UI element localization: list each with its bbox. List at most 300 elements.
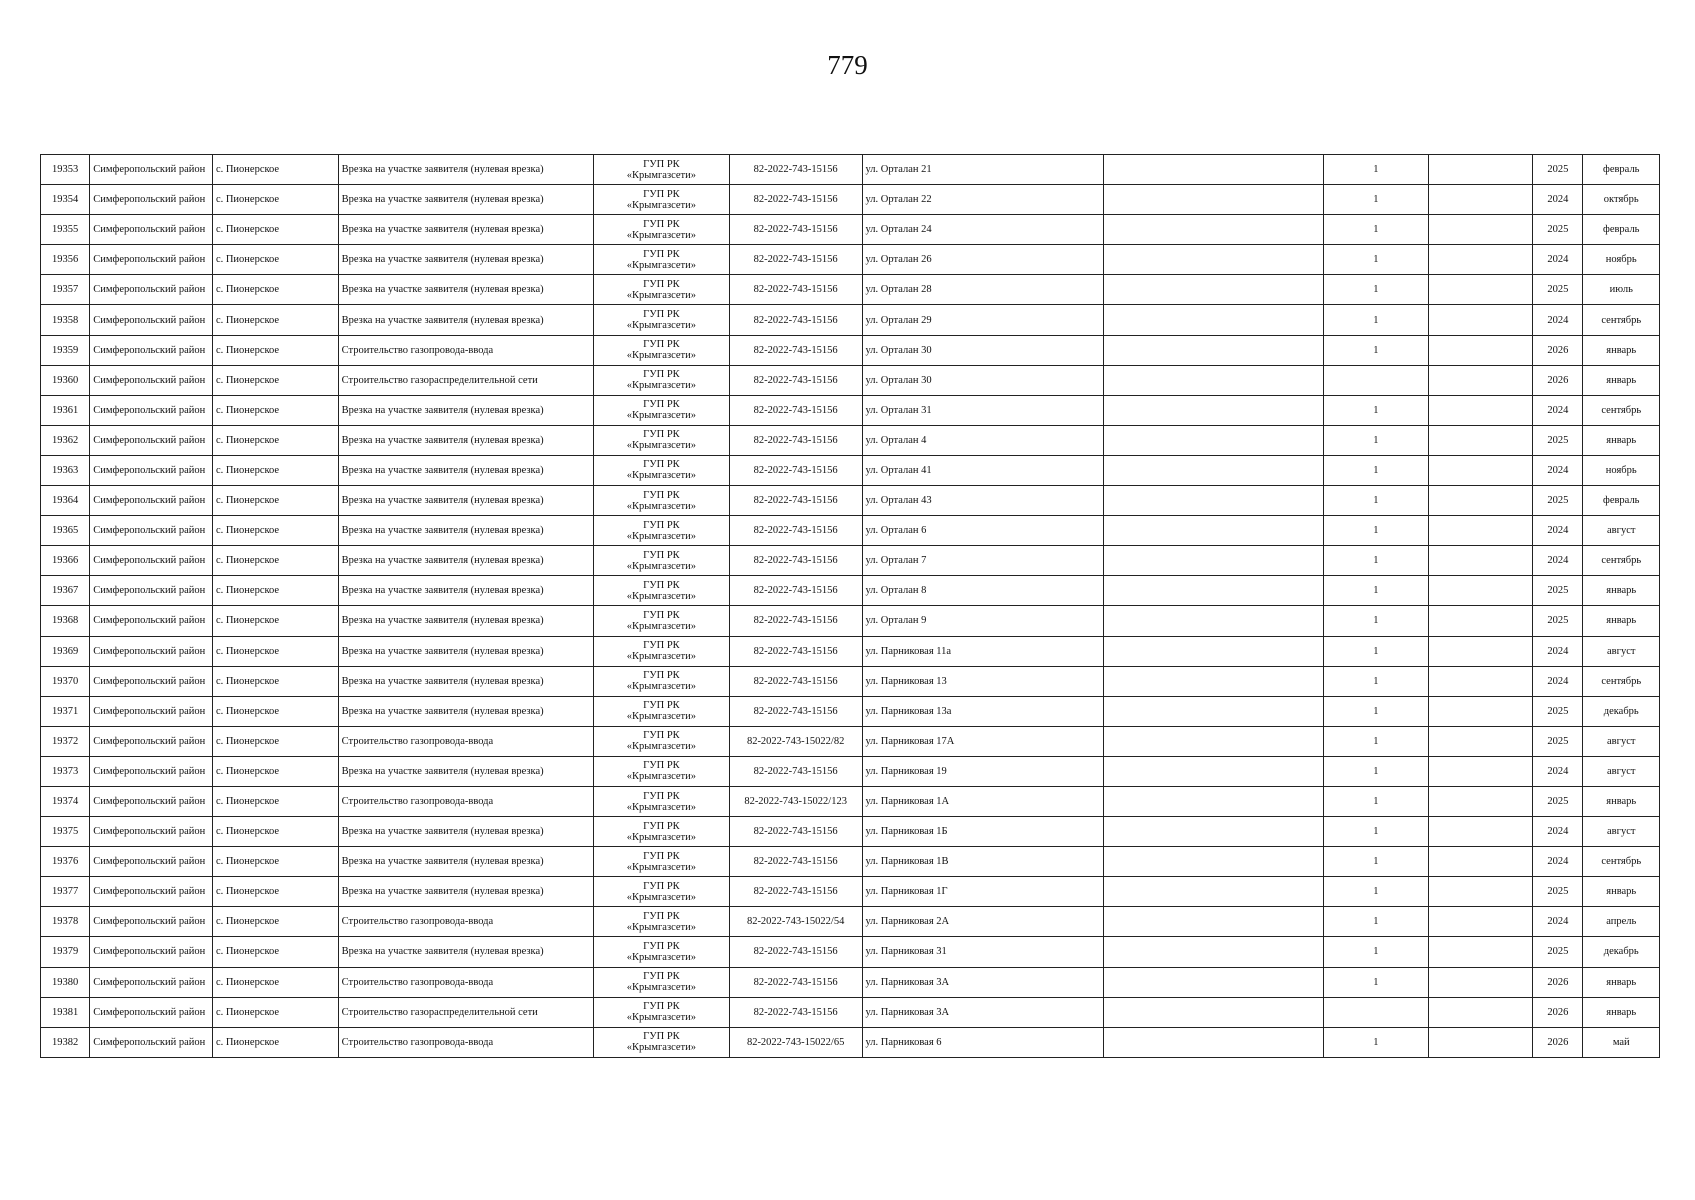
table-row: [41, 726, 1660, 756]
organization-brand: «Крымгазсети»: [626, 771, 697, 783]
organization-name: ГУП РК: [643, 309, 680, 321]
address-cell: ул. Орталан 6: [862, 516, 1103, 546]
count-cell: 1: [1324, 636, 1429, 666]
work-type-cell: Врезка на участке заявителя (нулевая врезка): [338, 636, 593, 666]
count-cell: 1: [1324, 395, 1429, 425]
year-cell: 2024: [1533, 185, 1583, 215]
count-cell: 1: [1324, 786, 1429, 816]
organization-cell: [594, 185, 730, 215]
blank-cell: [1103, 215, 1323, 245]
organization-name: ГУП РК: [643, 248, 680, 260]
count-cell: 1: [1324, 907, 1429, 937]
address-cell: ул. Парниковая 11а: [862, 636, 1103, 666]
table-row: [41, 606, 1660, 636]
count-cell: 1: [1324, 817, 1429, 847]
count-cell: 1: [1324, 576, 1429, 606]
blank-cell: [1103, 786, 1323, 816]
organization-cell: [594, 847, 730, 877]
address-cell: ул. Парниковая 3А: [862, 967, 1103, 997]
locality-cell: с. Пионерское: [212, 305, 338, 335]
organization-name: ГУП РК: [643, 188, 680, 200]
registry-code-cell: 82-2022-743-15156: [729, 997, 862, 1027]
registry-code-cell: 82-2022-743-15156: [729, 606, 862, 636]
count-cell: 1: [1324, 455, 1429, 485]
year-cell: 2024: [1533, 666, 1583, 696]
organization-brand: «Крымгазсети»: [626, 440, 697, 452]
year-cell: 2025: [1533, 486, 1583, 516]
count-cell: 1: [1324, 937, 1429, 967]
address-cell: ул. Орталан 21: [862, 155, 1103, 185]
table-row: [41, 425, 1660, 455]
organization-name: ГУП РК: [643, 218, 680, 230]
locality-cell: с. Пионерское: [212, 455, 338, 485]
blank-cell: [1428, 666, 1533, 696]
organization-name: ГУП РК: [643, 850, 680, 862]
organization-cell: [594, 395, 730, 425]
row-number: 19375: [41, 817, 90, 847]
organization-brand: «Крымгазсети»: [626, 982, 697, 994]
row-number: 19382: [41, 1027, 90, 1057]
blank-cell: [1103, 455, 1323, 485]
blank-cell: [1103, 817, 1323, 847]
work-type-cell: Врезка на участке заявителя (нулевая врезка): [338, 455, 593, 485]
address-cell: ул. Парниковая 17А: [862, 726, 1103, 756]
blank-cell: [1428, 305, 1533, 335]
locality-cell: с. Пионерское: [212, 365, 338, 395]
registry-code-cell: 82-2022-743-15156: [729, 576, 862, 606]
locality-cell: с. Пионерское: [212, 215, 338, 245]
blank-cell: [1103, 636, 1323, 666]
blank-cell: [1103, 696, 1323, 726]
count-cell: [1324, 997, 1429, 1027]
year-cell: 2024: [1533, 847, 1583, 877]
district-cell: Симферопольский район: [90, 877, 213, 907]
organization-cell: [594, 1027, 730, 1057]
month-cell: февраль: [1583, 215, 1660, 245]
count-cell: 1: [1324, 666, 1429, 696]
row-number: 19373: [41, 756, 90, 786]
registry-code-cell: 82-2022-743-15156: [729, 817, 862, 847]
organization-name: ГУП РК: [643, 399, 680, 411]
count-cell: 1: [1324, 696, 1429, 726]
organization-name: ГУП РК: [643, 790, 680, 802]
organization-cell: [594, 365, 730, 395]
organization-name: ГУП РК: [643, 910, 680, 922]
registry-code-cell: 82-2022-743-15156: [729, 425, 862, 455]
locality-cell: с. Пионерское: [212, 907, 338, 937]
locality-cell: с. Пионерское: [212, 817, 338, 847]
locality-cell: с. Пионерское: [212, 786, 338, 816]
registry-code-cell: 82-2022-743-15156: [729, 516, 862, 546]
organization-cell: [594, 726, 730, 756]
count-cell: 1: [1324, 726, 1429, 756]
address-cell: ул. Орталан 31: [862, 395, 1103, 425]
organization-cell: [594, 516, 730, 546]
table-row: [41, 636, 1660, 666]
row-number: 19362: [41, 425, 90, 455]
work-type-cell: Врезка на участке заявителя (нулевая врезка): [338, 486, 593, 516]
blank-cell: [1428, 786, 1533, 816]
district-cell: Симферопольский район: [90, 245, 213, 275]
month-cell: август: [1583, 516, 1660, 546]
organization-name: ГУП РК: [643, 760, 680, 772]
count-cell: 1: [1324, 877, 1429, 907]
locality-cell: с. Пионерское: [212, 877, 338, 907]
work-type-cell: Врезка на участке заявителя (нулевая врезка): [338, 425, 593, 455]
table-row: [41, 245, 1660, 275]
row-number: 19353: [41, 155, 90, 185]
registry-code-cell: 82-2022-743-15156: [729, 305, 862, 335]
organization-name: ГУП РК: [643, 971, 680, 983]
address-cell: ул. Орталан 4: [862, 425, 1103, 455]
district-cell: Симферопольский район: [90, 546, 213, 576]
work-type-cell: Врезка на участке заявителя (нулевая врезка): [338, 215, 593, 245]
organization-brand: «Крымгазсети»: [626, 289, 697, 301]
organization-name: ГУП РК: [643, 700, 680, 712]
organization-brand: «Крымгазсети»: [626, 560, 697, 572]
table-row: [41, 275, 1660, 305]
organization-name: ГУП РК: [643, 429, 680, 441]
blank-cell: [1428, 245, 1533, 275]
address-cell: ул. Орталан 30: [862, 365, 1103, 395]
locality-cell: с. Пионерское: [212, 696, 338, 726]
organization-brand: «Крымгазсети»: [626, 951, 697, 963]
year-cell: 2026: [1533, 1027, 1583, 1057]
blank-cell: [1103, 305, 1323, 335]
registry-code-cell: 82-2022-743-15022/65: [729, 1027, 862, 1057]
registry-code-cell: 82-2022-743-15156: [729, 546, 862, 576]
year-cell: 2024: [1533, 546, 1583, 576]
blank-cell: [1428, 937, 1533, 967]
blank-cell: [1428, 275, 1533, 305]
organization-brand: «Крымгазсети»: [626, 891, 697, 903]
organization-brand: «Крымгазсети»: [626, 1012, 697, 1024]
district-cell: Симферопольский район: [90, 666, 213, 696]
registry-code-cell: 82-2022-743-15156: [729, 877, 862, 907]
registry-code-cell: 82-2022-743-15156: [729, 486, 862, 516]
year-cell: 2025: [1533, 877, 1583, 907]
count-cell: [1324, 365, 1429, 395]
blank-cell: [1428, 546, 1533, 576]
blank-cell: [1103, 576, 1323, 606]
blank-cell: [1103, 907, 1323, 937]
blank-cell: [1103, 877, 1323, 907]
organization-brand: «Крымгазсети»: [626, 681, 697, 693]
locality-cell: с. Пионерское: [212, 395, 338, 425]
table-row: [41, 215, 1660, 245]
blank-cell: [1103, 967, 1323, 997]
year-cell: 2025: [1533, 215, 1583, 245]
year-cell: 2026: [1533, 997, 1583, 1027]
organization-brand: «Крымгазсети»: [626, 380, 697, 392]
registry-code-cell: 82-2022-743-15022/123: [729, 786, 862, 816]
address-cell: ул. Орталан 8: [862, 576, 1103, 606]
district-cell: Симферопольский район: [90, 395, 213, 425]
blank-cell: [1428, 636, 1533, 666]
district-cell: Симферопольский район: [90, 275, 213, 305]
month-cell: январь: [1583, 606, 1660, 636]
table-row: [41, 817, 1660, 847]
table-row: [41, 335, 1660, 365]
registry-code-cell: 82-2022-743-15156: [729, 245, 862, 275]
organization-name: ГУП РК: [643, 339, 680, 351]
address-cell: ул. Орталан 43: [862, 486, 1103, 516]
registry-code-cell: 82-2022-743-15156: [729, 395, 862, 425]
organization-cell: [594, 606, 730, 636]
year-cell: 2025: [1533, 576, 1583, 606]
address-cell: ул. Парниковая 3А: [862, 997, 1103, 1027]
month-cell: октябрь: [1583, 185, 1660, 215]
table-row: [41, 756, 1660, 786]
month-cell: сентябрь: [1583, 305, 1660, 335]
month-cell: сентябрь: [1583, 847, 1660, 877]
work-type-cell: Врезка на участке заявителя (нулевая врезка): [338, 275, 593, 305]
registry-code-cell: 82-2022-743-15156: [729, 696, 862, 726]
registry-code-cell: 82-2022-743-15156: [729, 155, 862, 185]
work-type-cell: Врезка на участке заявителя (нулевая врезка): [338, 305, 593, 335]
district-cell: Симферопольский район: [90, 516, 213, 546]
work-type-cell: Строительство газопровода-ввода: [338, 1027, 593, 1057]
year-cell: 2024: [1533, 817, 1583, 847]
district-cell: Симферопольский район: [90, 215, 213, 245]
table-row: [41, 847, 1660, 877]
organization-name: ГУП РК: [643, 369, 680, 381]
organization-brand: «Крымгазсети»: [626, 620, 697, 632]
blank-cell: [1428, 576, 1533, 606]
organization-name: ГУП РК: [643, 730, 680, 742]
organization-cell: [594, 817, 730, 847]
organization-cell: [594, 967, 730, 997]
work-type-cell: Врезка на участке заявителя (нулевая врезка): [338, 185, 593, 215]
locality-cell: с. Пионерское: [212, 756, 338, 786]
blank-cell: [1428, 365, 1533, 395]
row-number: 19356: [41, 245, 90, 275]
month-cell: январь: [1583, 335, 1660, 365]
address-cell: ул. Парниковая 2А: [862, 907, 1103, 937]
organization-name: ГУП РК: [643, 278, 680, 290]
locality-cell: с. Пионерское: [212, 847, 338, 877]
month-cell: февраль: [1583, 155, 1660, 185]
blank-cell: [1103, 937, 1323, 967]
blank-cell: [1428, 486, 1533, 516]
organization-brand: «Крымгазсети»: [626, 711, 697, 723]
month-cell: ноябрь: [1583, 455, 1660, 485]
organization-name: ГУП РК: [643, 519, 680, 531]
organization-cell: [594, 486, 730, 516]
count-cell: 1: [1324, 606, 1429, 636]
address-cell: ул. Орталан 26: [862, 245, 1103, 275]
work-type-cell: Врезка на участке заявителя (нулевая врезка): [338, 847, 593, 877]
month-cell: январь: [1583, 786, 1660, 816]
work-type-cell: Строительство газораспределительной сети: [338, 997, 593, 1027]
blank-cell: [1103, 847, 1323, 877]
address-cell: ул. Парниковая 6: [862, 1027, 1103, 1057]
blank-cell: [1103, 185, 1323, 215]
work-type-cell: Врезка на участке заявителя (нулевая врезка): [338, 576, 593, 606]
row-number: 19369: [41, 636, 90, 666]
month-cell: ноябрь: [1583, 245, 1660, 275]
month-cell: сентябрь: [1583, 395, 1660, 425]
organization-name: ГУП РК: [643, 609, 680, 621]
month-cell: август: [1583, 756, 1660, 786]
blank-cell: [1428, 1027, 1533, 1057]
organization-cell: [594, 546, 730, 576]
month-cell: январь: [1583, 425, 1660, 455]
address-cell: ул. Парниковая 19: [862, 756, 1103, 786]
month-cell: июль: [1583, 275, 1660, 305]
blank-cell: [1103, 997, 1323, 1027]
address-cell: ул. Орталан 29: [862, 305, 1103, 335]
year-cell: 2025: [1533, 696, 1583, 726]
work-type-cell: Врезка на участке заявителя (нулевая врезка): [338, 516, 593, 546]
gas-connection-table: [40, 154, 1660, 1058]
work-type-cell: Врезка на участке заявителя (нулевая врезка): [338, 937, 593, 967]
organization-name: ГУП РК: [643, 940, 680, 952]
district-cell: Симферопольский район: [90, 365, 213, 395]
month-cell: декабрь: [1583, 696, 1660, 726]
registry-code-cell: 82-2022-743-15156: [729, 275, 862, 305]
district-cell: Симферопольский район: [90, 907, 213, 937]
organization-brand: «Крымгазсети»: [626, 861, 697, 873]
year-cell: 2025: [1533, 155, 1583, 185]
organization-cell: [594, 937, 730, 967]
table-row: [41, 576, 1660, 606]
organization-cell: [594, 786, 730, 816]
registry-code-cell: 82-2022-743-15156: [729, 967, 862, 997]
blank-cell: [1428, 395, 1533, 425]
locality-cell: с. Пионерское: [212, 275, 338, 305]
organization-name: ГУП РК: [643, 820, 680, 832]
address-cell: ул. Орталан 24: [862, 215, 1103, 245]
table-row: [41, 696, 1660, 726]
count-cell: 1: [1324, 215, 1429, 245]
blank-cell: [1103, 726, 1323, 756]
organization-brand: «Крымгазсети»: [626, 410, 697, 422]
table-row: [41, 516, 1660, 546]
locality-cell: с. Пионерское: [212, 486, 338, 516]
address-cell: ул. Парниковая 1В: [862, 847, 1103, 877]
locality-cell: с. Пионерское: [212, 967, 338, 997]
row-number: 19367: [41, 576, 90, 606]
table-row: [41, 877, 1660, 907]
locality-cell: с. Пионерское: [212, 516, 338, 546]
table-row: [41, 786, 1660, 816]
row-number: 19380: [41, 967, 90, 997]
district-cell: Симферопольский район: [90, 1027, 213, 1057]
month-cell: сентябрь: [1583, 546, 1660, 576]
work-type-cell: Врезка на участке заявителя (нулевая врезка): [338, 696, 593, 726]
blank-cell: [1428, 215, 1533, 245]
work-type-cell: Врезка на участке заявителя (нулевая врезка): [338, 245, 593, 275]
row-number: 19365: [41, 516, 90, 546]
locality-cell: с. Пионерское: [212, 1027, 338, 1057]
count-cell: 1: [1324, 847, 1429, 877]
count-cell: 1: [1324, 335, 1429, 365]
page-number: 779: [827, 50, 868, 80]
table-row: [41, 997, 1660, 1027]
blank-cell: [1428, 967, 1533, 997]
count-cell: 1: [1324, 185, 1429, 215]
blank-cell: [1428, 425, 1533, 455]
row-number: 19359: [41, 335, 90, 365]
address-cell: ул. Парниковая 13а: [862, 696, 1103, 726]
district-cell: Симферопольский район: [90, 455, 213, 485]
blank-cell: [1428, 185, 1533, 215]
work-type-cell: Строительство газопровода-ввода: [338, 786, 593, 816]
work-type-cell: Врезка на участке заявителя (нулевая врезка): [338, 395, 593, 425]
address-cell: ул. Орталан 22: [862, 185, 1103, 215]
table-row: [41, 1027, 1660, 1057]
row-number: 19374: [41, 786, 90, 816]
table-row: [41, 907, 1660, 937]
locality-cell: с. Пионерское: [212, 245, 338, 275]
count-cell: 1: [1324, 756, 1429, 786]
count-cell: 1: [1324, 425, 1429, 455]
work-type-cell: Строительство газопровода-ввода: [338, 726, 593, 756]
month-cell: сентябрь: [1583, 666, 1660, 696]
locality-cell: с. Пионерское: [212, 155, 338, 185]
organization-cell: [594, 907, 730, 937]
locality-cell: с. Пионерское: [212, 425, 338, 455]
address-cell: ул. Парниковая 13: [862, 666, 1103, 696]
district-cell: Симферопольский район: [90, 937, 213, 967]
organization-cell: [594, 666, 730, 696]
year-cell: 2026: [1533, 335, 1583, 365]
address-cell: ул. Орталан 30: [862, 335, 1103, 365]
month-cell: январь: [1583, 967, 1660, 997]
address-cell: ул. Орталан 9: [862, 606, 1103, 636]
year-cell: 2024: [1533, 516, 1583, 546]
registry-code-cell: 82-2022-743-15156: [729, 215, 862, 245]
locality-cell: с. Пионерское: [212, 546, 338, 576]
district-cell: Симферопольский район: [90, 486, 213, 516]
blank-cell: [1103, 425, 1323, 455]
row-number: 19357: [41, 275, 90, 305]
month-cell: август: [1583, 636, 1660, 666]
row-number: 19358: [41, 305, 90, 335]
year-cell: 2025: [1533, 275, 1583, 305]
row-number: 19366: [41, 546, 90, 576]
work-type-cell: Строительство газопровода-ввода: [338, 967, 593, 997]
district-cell: Симферопольский район: [90, 305, 213, 335]
registry-code-cell: 82-2022-743-15022/82: [729, 726, 862, 756]
count-cell: 1: [1324, 486, 1429, 516]
row-number: 19364: [41, 486, 90, 516]
organization-cell: [594, 335, 730, 365]
blank-cell: [1428, 997, 1533, 1027]
district-cell: Симферопольский район: [90, 335, 213, 365]
table-row: [41, 395, 1660, 425]
month-cell: май: [1583, 1027, 1660, 1057]
blank-cell: [1103, 245, 1323, 275]
year-cell: 2026: [1533, 967, 1583, 997]
count-cell: 1: [1324, 546, 1429, 576]
blank-cell: [1103, 365, 1323, 395]
organization-brand: «Крымгазсети»: [626, 590, 697, 602]
work-type-cell: Врезка на участке заявителя (нулевая врезка): [338, 666, 593, 696]
address-cell: ул. Парниковая 1Б: [862, 817, 1103, 847]
year-cell: 2024: [1533, 455, 1583, 485]
table-row: [41, 967, 1660, 997]
year-cell: 2025: [1533, 606, 1583, 636]
organization-brand: «Крымгазсети»: [626, 1042, 697, 1054]
year-cell: 2025: [1533, 786, 1583, 816]
organization-name: ГУП РК: [643, 158, 680, 170]
work-type-cell: Врезка на участке заявителя (нулевая врезка): [338, 155, 593, 185]
table-row: [41, 937, 1660, 967]
blank-cell: [1103, 155, 1323, 185]
month-cell: апрель: [1583, 907, 1660, 937]
